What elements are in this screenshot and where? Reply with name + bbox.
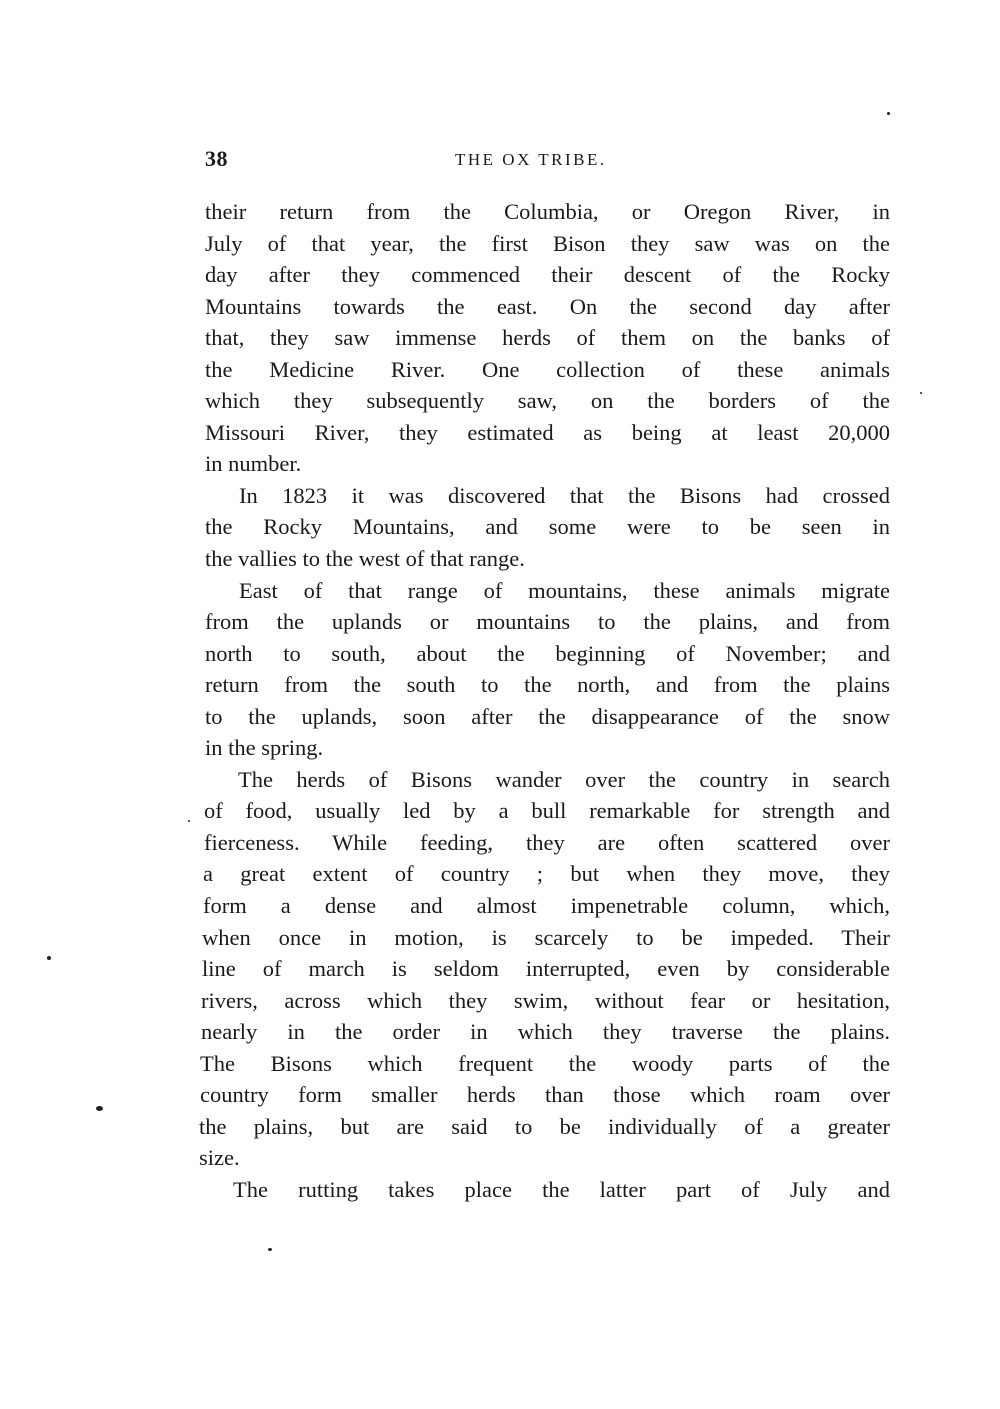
text-line: nearly in the order in which they traverse the plains. xyxy=(201,1019,890,1045)
text-line: in number. xyxy=(205,451,302,477)
text-line: fierceness. While feeding, they are often scattered over xyxy=(204,829,890,855)
text-line: the vallies to the west of that range. xyxy=(205,546,525,572)
text-line: The rutting takes place the latter part of July and xyxy=(233,1176,890,1202)
scan-speck xyxy=(96,1106,103,1111)
text-line: The Bisons which frequent the woody parts of the xyxy=(200,1050,890,1076)
text-line: when once in motion, is scarcely to be impeded. Their xyxy=(202,924,890,950)
scan-speck xyxy=(920,392,922,394)
text-line: return from the south to the north, and from the plains xyxy=(205,672,890,698)
text-line: in the spring. xyxy=(205,735,324,761)
scan-speck xyxy=(887,112,890,115)
text-line: their return from the Columbia, or Oregon River, in xyxy=(205,199,890,224)
scan-speck xyxy=(47,956,51,960)
text-line: Mountains towards the east. On the second day after xyxy=(205,293,890,319)
text-line: form a dense and almost impenetrable column, which, xyxy=(203,893,890,919)
text-line: north to south, about the beginning of November; and xyxy=(205,640,890,666)
text-line: the plains, but are said to be individually of a greater xyxy=(199,1113,890,1139)
scan-speck xyxy=(188,820,190,822)
page-header xyxy=(205,146,890,176)
text-line: rivers, across which they swim, without fear or hesitation, xyxy=(201,987,890,1013)
scan-speck xyxy=(268,1248,272,1251)
text-line: the Rocky Mountains, and some were to be seen in xyxy=(205,514,890,540)
text-line: to the uplands, soon after the disappearance of the snow xyxy=(205,703,890,729)
text-line: East of that range of mountains, these animals migrate xyxy=(239,577,890,603)
text-line: of food, usually led by a bull remarkable for strength and xyxy=(204,798,890,824)
text-line: size. xyxy=(199,1145,240,1171)
page-number: 38 xyxy=(205,146,228,171)
text-line: July of that year, the first Bison they saw was on the xyxy=(205,230,890,256)
text-line: that, they saw immense herds of them on the banks of xyxy=(205,325,890,351)
text-line: from the uplands or mountains to the plains, and from xyxy=(205,609,890,635)
text-line: the Medicine River. One collection of these animals xyxy=(205,356,890,382)
text-line: day after they commenced their descent of the Rocky xyxy=(205,262,890,288)
text-line: country form smaller herds than those which roam over xyxy=(200,1082,890,1108)
body-text xyxy=(199,196,890,1206)
text-line: which they subsequently saw, on the borders of the xyxy=(205,388,890,414)
text-line: line of march is seldom interrupted, even by considerable xyxy=(202,956,890,982)
text-line: a great extent of country ; but when they move, they xyxy=(203,861,890,887)
text-line: In 1823 it was discovered that the Bisons had crossed xyxy=(239,482,890,508)
text-line: The herds of Bisons wander over the country in search xyxy=(238,766,890,792)
text-line: Missouri River, they estimated as being at least 20,000 xyxy=(205,419,890,445)
running-title: THE OX TRIBE. xyxy=(455,150,607,169)
